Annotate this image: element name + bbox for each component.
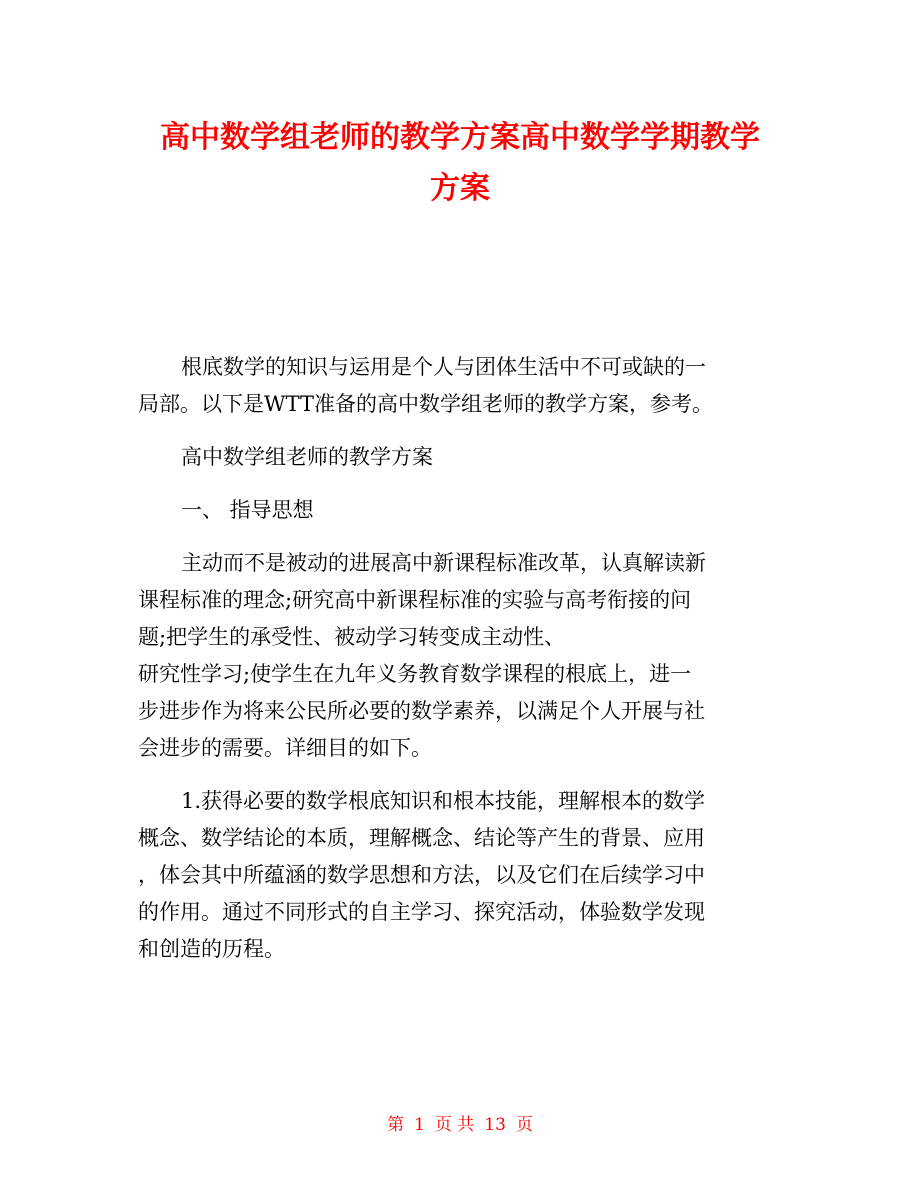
text-line: 步进步作为将来公民所必要的数学素养，以满足个人开展与社 (138, 699, 705, 723)
footer-prefix: 第 (387, 1115, 405, 1135)
paragraph-heading-guiding-ideology (138, 492, 786, 529)
document-title (110, 112, 810, 214)
text-line: ，体会其中所蕴涵的数学思想和方法，以及它们在后续学习中 (138, 863, 705, 887)
page-footer (0, 1113, 920, 1137)
footer-total-pages: 13 (484, 1115, 506, 1135)
paragraph-research (138, 656, 786, 767)
text-line: 课程标准的理念;研究高中新课程标准的实验与高考衔接的问 (138, 588, 692, 612)
text-line: 根底数学的知识与运用是个人与团体生活中不可或缺的一 (181, 355, 706, 379)
document-body (138, 349, 786, 968)
text-line: 和创造的历程。 (138, 937, 285, 961)
section-heading: 一、 指导思想 (181, 498, 314, 522)
text-line: 主动而不是被动的进展高中新课程标准改革，认真解读新 (181, 551, 706, 575)
section-heading: 高中数学组老师的教学方案 (181, 445, 433, 469)
title-line-2: 方案 (430, 171, 490, 206)
text-line: 研究性学习;使学生在九年义务教育数学课程的根底上，进一 (138, 662, 692, 686)
footer-suffix: 页 (515, 1115, 533, 1135)
paragraph-reform (138, 545, 786, 656)
text-line: 题;把学生的承受性、被动学习转变成主动性、 (138, 625, 566, 649)
text-line: 的作用。通过不同形式的自主学习、探究活动，体验数学发现 (138, 900, 705, 924)
paragraph-subtitle (138, 439, 786, 476)
text-line: 概念、数学结论的本质，理解概念、结论等产生的背景、应用 (138, 826, 705, 850)
paragraph-goal-1 (138, 783, 786, 968)
footer-page-number: 1 (414, 1115, 425, 1135)
footer-middle: 页 共 (434, 1115, 475, 1135)
text-line: 1.获得必要的数学根底知识和根本技能，理解根本的数学 (181, 789, 706, 813)
text-line: 局部。以下是WTT准备的高中数学组老师的教学方案，参考。 (138, 392, 713, 416)
title-line-1: 高中数学组老师的教学方案高中数学学期教学 (160, 120, 760, 155)
paragraph-intro (138, 349, 786, 423)
text-line: 会进步的需要。详细目的如下。 (138, 736, 432, 760)
